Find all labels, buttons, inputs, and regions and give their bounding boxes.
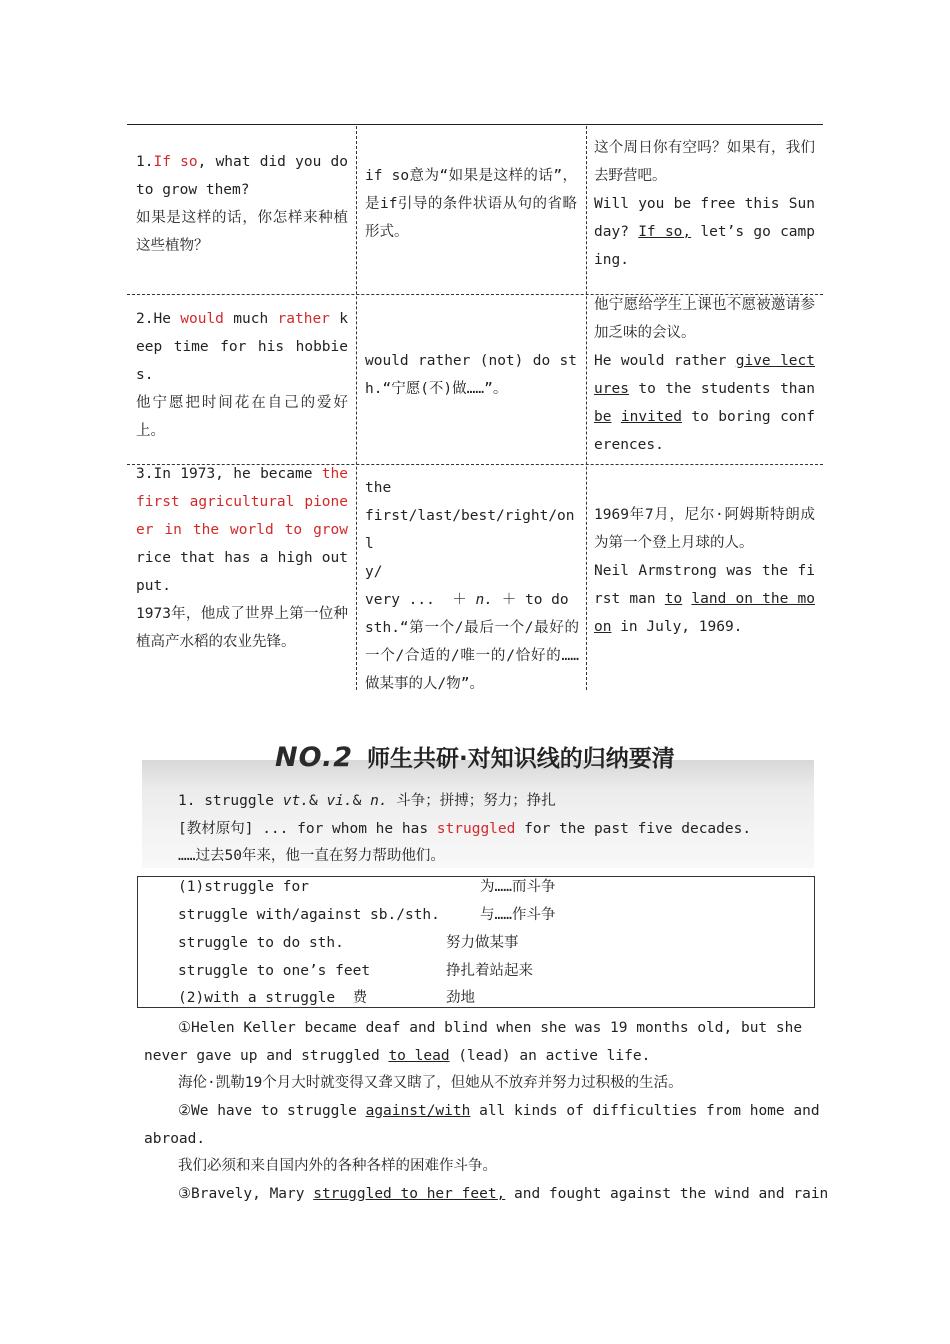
source-key-word: struggled xyxy=(436,821,516,837)
example-1-text-end: (lead) an active life. xyxy=(449,1048,651,1064)
row3-sentence-rest: rice that has a high output. xyxy=(136,550,348,594)
row3-example-answer-1: to xyxy=(664,591,683,607)
row1-example xyxy=(594,134,815,274)
row1-example-zh: 这个周日你有空吗？如果有，我们去野营吧。 xyxy=(594,140,815,184)
row3-number: 3.In 1973, he became xyxy=(136,466,322,482)
phrase-3-en-text: struggle to do sth. xyxy=(178,935,344,951)
phrase-2-zh-text: 与……作斗争 xyxy=(480,907,556,923)
example-3-text: ③Bravely, Mary xyxy=(178,1186,314,1202)
column-divider-1 xyxy=(356,126,357,690)
row3-example-answer-2: land on the moon xyxy=(594,591,815,635)
phrase-1-en-text: (1)struggle for xyxy=(178,879,309,895)
section-title xyxy=(275,740,675,773)
row1-sentence-rest: , what did you do to grow them? xyxy=(136,154,349,198)
row3-explanation-todo: ＋ to do xyxy=(493,592,569,608)
example-3-text-cont: and fought against the wind and rain xyxy=(505,1186,829,1202)
source-sentence-start: [教材原句] ... for whom he has xyxy=(178,821,437,837)
source-sentence-end: for the past five decades. xyxy=(515,821,752,837)
example-2-translation-text: 我们必须和来自国内外的各种各样的困难作斗争。 xyxy=(178,1158,497,1174)
entry-pos-n: n. xyxy=(370,793,388,809)
entry-amp-1: & xyxy=(308,793,327,809)
section-number: NO.2 xyxy=(275,742,353,773)
example-2-answer: against/with xyxy=(365,1103,471,1119)
column-divider-2 xyxy=(586,126,587,690)
row2-example-answer-3: invited xyxy=(620,409,682,425)
phrase-5-en-text: (2)with a struggle 费 xyxy=(178,990,368,1006)
phrase-4-en xyxy=(178,957,370,985)
source-translation-text: ……过去50年来，他一直在努力帮助他们。 xyxy=(178,848,445,864)
phrase-2-zh xyxy=(480,901,555,929)
entry-pos-vt: vt. xyxy=(282,793,309,809)
section-title-text: 师生共研·对知识线的归纳要清 xyxy=(367,746,675,772)
example-1-line1 xyxy=(178,1014,802,1042)
row1-key-phrase: If so xyxy=(153,154,198,170)
row2-example-answer-2: be xyxy=(594,409,612,425)
row2-translation: 他宁愿把时间花在自己的爱好上。 xyxy=(136,395,348,439)
example-2-text-end: abroad. xyxy=(144,1131,206,1147)
row3-explanation-line2: first/last/best/right/onl xyxy=(365,508,575,552)
row3-translation: 1973年，他成了世界上第一位种植高产水稻的农业先锋。 xyxy=(136,606,348,650)
row2-sentence-mid: much xyxy=(223,311,278,327)
example-2-text: ②We have to struggle xyxy=(178,1103,366,1119)
entry-pos-vi: vi. xyxy=(326,793,353,809)
row1-translation: 如果是这样的话，你怎样来种植这些植物？ xyxy=(136,210,348,254)
example-1-text-cont: never gave up and struggled xyxy=(144,1048,389,1064)
row3-explanation xyxy=(365,474,579,698)
phrase-3-zh-text: 努力做某事 xyxy=(446,935,519,951)
example-1-text: ①Helen Keller became deaf and blind when she was 19 months old, but she xyxy=(178,1020,803,1036)
example-2-text-cont: all kinds of difficulties from home and xyxy=(470,1103,820,1119)
phrase-5-zh xyxy=(446,984,475,1012)
phrase-4-zh-text: 挣扎着站起来 xyxy=(446,963,533,979)
example-2-line2 xyxy=(144,1125,205,1153)
example-3-answer: struggled to her feet, xyxy=(313,1186,506,1202)
example-1-answer: to lead xyxy=(388,1048,450,1064)
phrase-1-zh xyxy=(480,873,555,901)
phrase-4-zh xyxy=(446,957,533,985)
row2-explanation-text: would rather (not) do sth.“宁愿(不)做……”。 xyxy=(365,353,577,397)
row3-example xyxy=(594,501,815,641)
row2-key-word-1: would xyxy=(180,311,224,327)
phrase-5-zh-text: 劲地 xyxy=(446,990,475,1006)
row2-example-answer-1: give lectures xyxy=(594,353,815,397)
row2-explanation xyxy=(365,347,577,403)
phrase-3-en xyxy=(178,929,344,957)
row2-key-word-2: rather xyxy=(277,311,330,327)
row2-sentence xyxy=(136,305,348,445)
row2-example-space xyxy=(611,409,620,425)
row3-example-en-end: in July, 1969. xyxy=(611,619,743,635)
row1-example-en-end: let’s go camping. xyxy=(594,224,815,268)
row3-explanation-very: very ... ＋ xyxy=(365,592,467,608)
entry-heading xyxy=(178,787,556,815)
phrase-3-zh xyxy=(446,929,519,957)
row2-number: 2.He xyxy=(136,311,181,327)
source-sentence xyxy=(178,815,751,843)
phrase-1-zh-text: 为……而斗争 xyxy=(480,879,556,895)
example-2-line1 xyxy=(178,1097,820,1125)
row1-number: 1. xyxy=(136,154,154,170)
row3-explanation-noun: n. xyxy=(475,592,494,608)
row3-example-en: Neil Armstrong was the first man xyxy=(594,563,815,607)
row3-sentence xyxy=(136,460,348,656)
row1-explanation xyxy=(365,162,577,246)
row2-sentence-rest: keep time for his hobbies. xyxy=(136,311,348,383)
row2-example-en-mid: to the students than xyxy=(628,381,815,397)
example-1-translation xyxy=(178,1069,683,1097)
entry-meaning: 斗争；拼搏；努力；挣扎 xyxy=(387,793,556,809)
row2-example xyxy=(594,291,815,459)
example-2-translation xyxy=(178,1152,497,1180)
example-1-translation-text: 海伦·凯勒19个月大时就变得又聋又瞎了，但她从不放弃并努力过积极的生活。 xyxy=(178,1075,683,1091)
row3-explanation-meaning: sth.“第一个/最后一个/最好的一个/合适的/唯一的/恰好的……做某事的人/物”。 xyxy=(365,620,579,692)
source-translation xyxy=(178,842,445,870)
example-3-line1 xyxy=(178,1180,828,1208)
phrase-2-en-text: struggle with/against sb./sth. xyxy=(178,907,440,923)
row3-key-phrase: the first agricultural pioneer in the world to grow xyxy=(136,466,348,538)
row2-example-zh: 他宁愿给学生上课也不愿被邀请参加乏味的会议。 xyxy=(594,297,815,341)
row1-example-answer: If so, xyxy=(638,224,692,240)
row1-explanation-text: if so意为“如果是这样的话”，是if引导的条件状语从句的省略形式。 xyxy=(365,168,577,240)
phrase-5-en xyxy=(178,984,367,1012)
entry-word: 1. struggle xyxy=(178,793,283,809)
table-top-rule xyxy=(127,124,823,125)
row3-explanation-line1: the xyxy=(365,480,392,496)
row3-explanation-line3: y/ xyxy=(365,564,383,580)
row1-sentence xyxy=(136,148,348,260)
row2-example-en-end: to boring conferences. xyxy=(594,409,815,453)
row1-example-en: Will you be free this Sunday? xyxy=(594,196,815,240)
row3-example-zh: 1969年7月，尼尔·阿姆斯特朗成为第一个登上月球的人。 xyxy=(594,507,815,551)
row2-example-en: He would rather xyxy=(594,353,736,369)
entry-amp-2: & xyxy=(352,793,371,809)
phrase-2-en xyxy=(178,901,440,929)
example-1-line2 xyxy=(144,1042,650,1070)
phrase-1-en xyxy=(178,873,309,901)
phrase-4-en-text: struggle to one’s feet xyxy=(178,963,371,979)
